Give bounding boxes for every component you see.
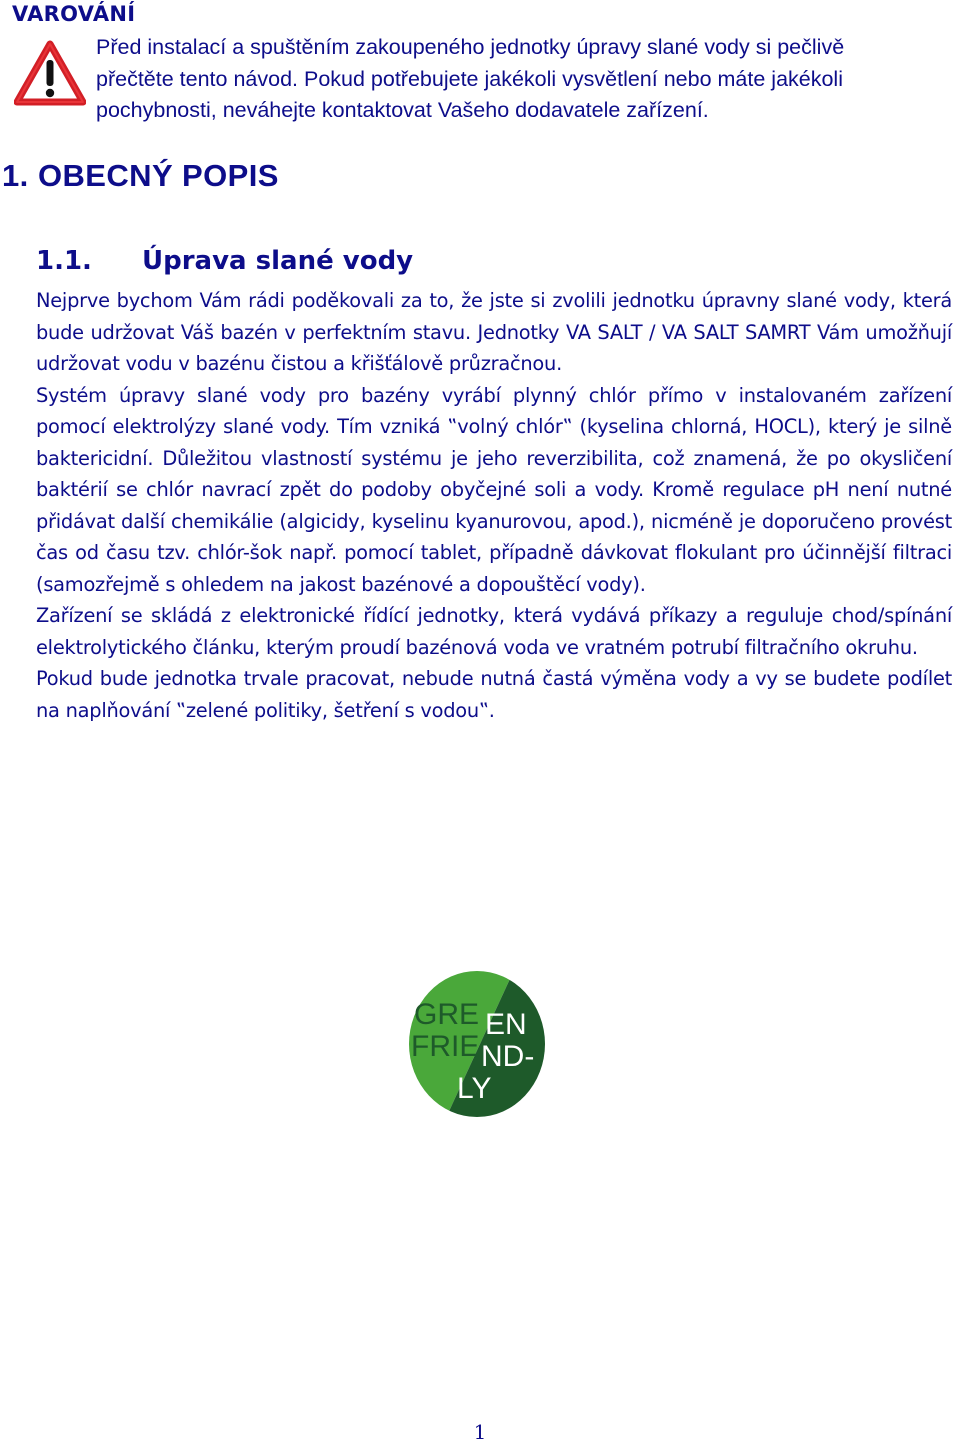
warning-line: pochybnosti, neváhejte kontaktovat Vašeho dodavatele zařízení.: [96, 98, 709, 122]
body-text: [36, 285, 952, 726]
logo-text: FRIE: [411, 1030, 480, 1063]
logo-text: LY: [457, 1072, 492, 1105]
subsection-number: 1.1.: [36, 246, 92, 276]
warning-title: VAROVÁNÍ: [12, 2, 136, 26]
paragraph: Zařízení se skládá z elektronické řídící jednotky, která vydává příkazy a reguluje chod/spínání elektrolytického článku, kterým proudí bazénová voda ve vratném potrubí filtračního okruhu.: [36, 604, 952, 659]
paragraph: Systém úpravy slané vody pro bazény vyrábí plynný chlór přímo v instalovaném zařízení pomocí elektrolýzy slané vody. Tím vzniká ‟volný chlór‟ (kyselina chlorná, HOCL), který je silně baktericidní. Důležitou vlastností systému je jeho reverzibilita, což znamená, že po okysličení baktérií se chlór navrací zpět do podoby obyčejné soli a vody. Kromě regulace pH není nutné přidávat další chemikálie (algicidy, kyselinu kyanurovou, apod.), nicméně je doporučeno provést čas od času tzv. chlór-šok např. pomocí tablet, případně dávkovat flokulant pro účinnější filtraci (samozřejmě s ohledem na jakost bazénové a dopouštěcí vody).: [36, 383, 952, 596]
warning-triangle-icon: [14, 40, 86, 106]
green-friendly-logo: [405, 968, 551, 1120]
warning-text: [96, 32, 916, 127]
paragraph: Pokud bude jednotka trvale pracovat, nebude nutná častá výměna vody a vy se budete podílet na naplňování ‟zelené politiky, šetření s vodou‟.: [36, 667, 952, 722]
page-number: 1: [473, 1420, 487, 1444]
section-number: 1.: [2, 158, 29, 193]
section-title: OBECNÝ POPIS: [38, 158, 279, 193]
subsection-title: Úprava slané vody: [142, 246, 414, 276]
logo-text: GRE: [414, 998, 480, 1031]
subsection-heading: [36, 246, 413, 276]
warning-line: přečtěte tento návod. Pokud potřebujete jakékoli vysvětlení nebo máte jakékoli: [96, 66, 843, 91]
section-heading: [2, 158, 279, 194]
paragraph: Nejprve bychom Vám rádi poděkovali za to, že jste si zvolili jednotku úpravny slané vody, která bude udržovat Váš bazén v perfektním stavu. Jednotky VA SALT / VA SALT SAMRT Vám umožňují udržovat vodu v bazénu čistou a křišťálově průzračnou.: [36, 289, 952, 375]
warning-line: Před instalací a spuštěním zakoupeného jednotky úpravy slané vody si pečlivě: [96, 35, 845, 59]
logo-text: EN: [485, 1008, 527, 1041]
logo-text: ND-: [481, 1040, 535, 1073]
